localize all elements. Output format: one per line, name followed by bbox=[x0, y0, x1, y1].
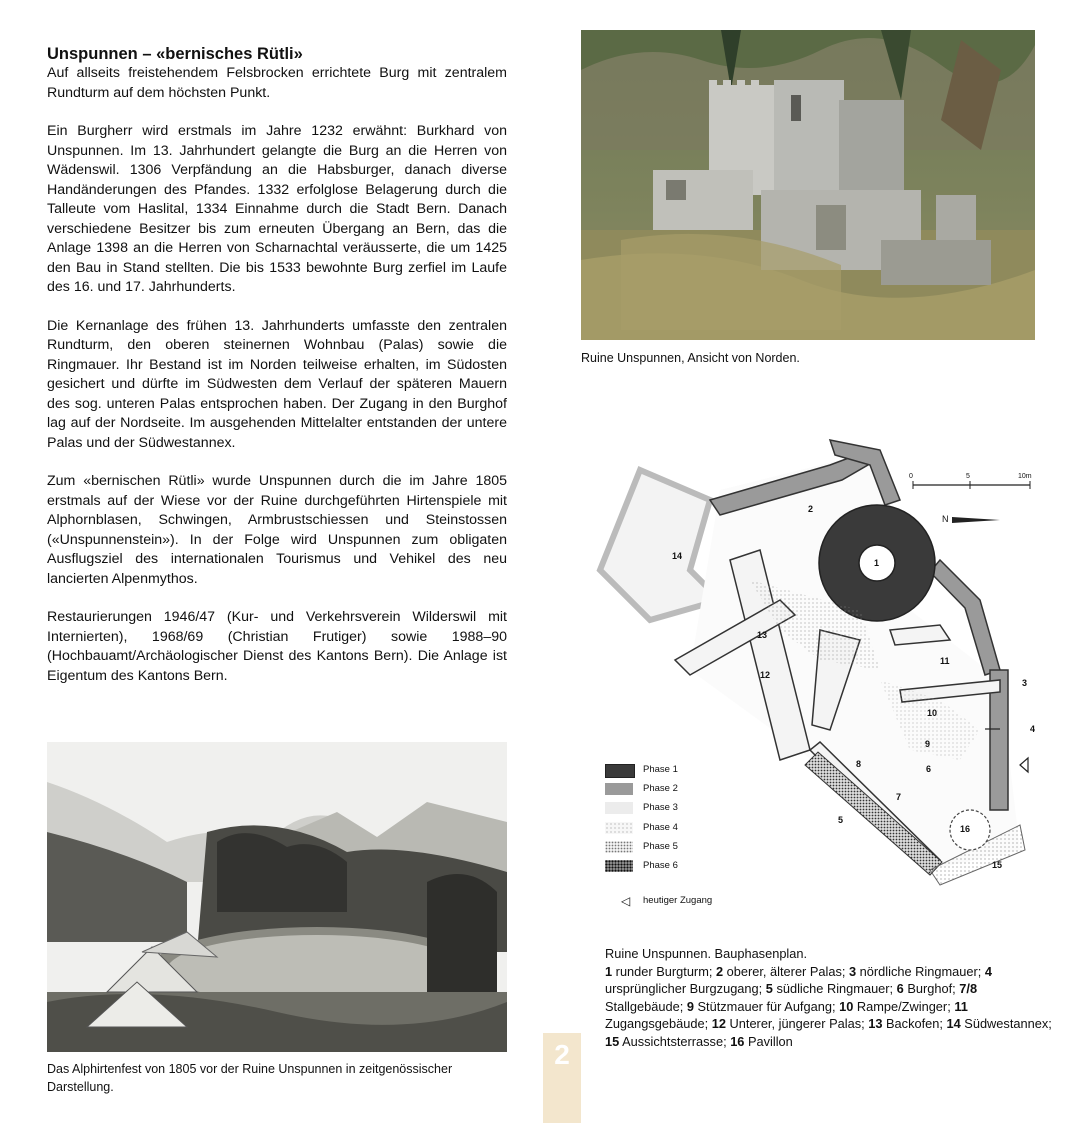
caption-item-text: Unterer, jüngerer Palas; bbox=[725, 1016, 869, 1032]
caption-item-number: 7/8 bbox=[959, 981, 978, 997]
caption-item-text: runder Burgturm; bbox=[612, 963, 716, 979]
caption-item-number: 12 bbox=[711, 1016, 726, 1032]
caption-item-text: Rampe/Zwinger; bbox=[853, 998, 955, 1014]
caption-item-text: ursprünglicher Burgzugang; bbox=[605, 981, 766, 997]
scale-label-0: 0 bbox=[909, 473, 913, 480]
page-number: 2 bbox=[554, 1039, 570, 1070]
caption-item-number: 14 bbox=[946, 1016, 961, 1032]
plan-label-9: 9 bbox=[925, 739, 931, 749]
engraving-image bbox=[47, 742, 507, 1052]
plan-label-16: 16 bbox=[960, 824, 971, 834]
plan-label-13: 13 bbox=[757, 630, 768, 640]
caption-item-text: Zugangsgebäude; bbox=[605, 1016, 712, 1032]
caption-item-number: 9 bbox=[686, 998, 694, 1014]
caption-item-text: südliche Ringmauer; bbox=[772, 981, 897, 997]
plan-label-7: 7 bbox=[896, 792, 902, 802]
ruin-photo bbox=[581, 30, 1035, 340]
plan-label-10: 10 bbox=[927, 708, 938, 718]
caption-item-text: Pavillon bbox=[744, 1033, 793, 1049]
paragraph-core-structure: Die Kernanlage des frühen 13. Jahrhunderts umfasste den zentralen Rundturm, den oberen steinernen Wohnbau (Palas) sowie die Ringmauer. Ihr Bestand ist im Norden teilweise erhalten, im Südosten gesichert und dürfte im Südwesten dem Verlauf der späteren Mauern des sog. unteren Palas entsprochen haben. Der Zugang in den Burghof lag auf der Nordseite. Im ausgehenden Mittelalter entstanden der untere Palas und der Südwestannex. bbox=[47, 317, 507, 451]
plan-caption bbox=[605, 945, 1055, 1051]
paragraph-restoration: Restaurierungen 1946/47 (Kur- und Verkehrsverein Wilderswil mit Internierten), 1968/69 (Christian Frutiger) sowie 1988–90 (Hochbauamt/Archäologischer Dienst des Kantons Bern). Die Anlage ist Eigentum des Kantons Bern. bbox=[47, 609, 507, 684]
caption-item-text: Backofen; bbox=[882, 1016, 947, 1032]
caption-item-number: 6 bbox=[896, 981, 904, 997]
plan-label-2: 2 bbox=[808, 504, 814, 514]
caption-item-number: 15 bbox=[605, 1033, 620, 1049]
caption-item-number: 4 bbox=[984, 963, 992, 979]
photo-caption: Ruine Unspunnen, Ansicht von Norden. bbox=[581, 351, 800, 365]
caption-item-text: oberer, älterer Palas; bbox=[723, 963, 849, 979]
article bbox=[47, 44, 507, 705]
caption-item-text: nördliche Ringmauer; bbox=[856, 963, 985, 979]
plan-label-5: 5 bbox=[838, 815, 844, 825]
caption-item-text: Aussichtsterrasse; bbox=[619, 1033, 731, 1049]
caption-item-number: 2 bbox=[715, 963, 724, 979]
scale-label-10: 10m bbox=[1018, 473, 1032, 480]
engraving-caption: Das Alphirtenfest von 1805 vor der Ruine Unspunnen in zeitgenössischer Darstellung. bbox=[47, 1062, 453, 1094]
plan-label-12: 12 bbox=[760, 670, 771, 680]
caption-item-text: Burghof; bbox=[903, 981, 960, 997]
plan-label-4: 4 bbox=[1030, 724, 1036, 734]
access-arrow-icon: ◁ bbox=[621, 894, 631, 908]
plan-label-14: 14 bbox=[672, 551, 683, 561]
caption-item-number: 5 bbox=[765, 981, 773, 997]
page-number-tab bbox=[543, 1033, 581, 1123]
caption-item-number: 13 bbox=[868, 1016, 883, 1032]
article-title: Unspunnen – «bernisches Rütli» bbox=[47, 45, 303, 63]
plan-label-6: 6 bbox=[926, 764, 932, 774]
caption-item-text: Stallgebäude; bbox=[605, 998, 687, 1014]
paragraph-history: Ein Burgherr wird erstmals im Jahre 1232 erwähnt: Burkhard von Unspunnen. Im 13. Jahrhundert gelangte die Burg an die Herren von Wädenswil. 1306 Verpfändung an die Habsburger, danach diverse Handänderungen des Pfandes. 1332 erfolglose Belagerung durch die Talleute vom Haslital, 1334 Einnahme durch die Stadt Bern. Danach verschiedene Besitzer bis zum erneuten Übergang an Bern, das die Anlage 1398 an die Herren von Scharnachtal veräusserte, die um 1425 den Bau in Stand stellten. Die bis 1533 bewohnte Burg zerfiel im Laufe des 16. und 17. Jahrhunderts. bbox=[47, 123, 507, 295]
plan-caption-items bbox=[605, 963, 1055, 1051]
plan-label-3: 3 bbox=[1022, 678, 1028, 688]
scale-label-5: 5 bbox=[966, 473, 970, 480]
caption-item-number: 11 bbox=[954, 998, 968, 1014]
paragraph-ruetli: Zum «bernischen Rütli» wurde Unspunnen durch die im Jahre 1805 erstmals auf der Wiese vor der Ruine durchgeführten Hirtenspiele mit Alphornblasen, Schwingen, Armbrustschiessen und Steinstossen («Unspunnenstein»). In der Folge wird Unspunnen zum obligaten Ausflugsziel des internationalen Tourismus und Vehikel des neu lancierten Alpenmythos. bbox=[47, 473, 507, 587]
caption-item-text: Stützmauer für Aufgang; bbox=[693, 998, 840, 1014]
plan-label-1: 1 bbox=[874, 558, 880, 568]
north-label: N bbox=[942, 514, 949, 524]
plan-caption-title: Ruine Unspunnen. Bauphasenplan. bbox=[605, 946, 808, 961]
caption-item-text: Südwestannex; bbox=[960, 1016, 1052, 1032]
plan-label-11: 11 bbox=[940, 656, 950, 666]
plan-label-8: 8 bbox=[856, 759, 862, 769]
caption-item-number: 16 bbox=[730, 1033, 745, 1049]
caption-item-number: 10 bbox=[839, 998, 854, 1014]
plan-label-15: 15 bbox=[992, 860, 1003, 870]
caption-item-number: 3 bbox=[849, 963, 857, 979]
caption-item-number: 1 bbox=[605, 963, 613, 979]
article-lead: Auf allseits freistehendem Felsbrocken errichtete Burg mit zentralem Rundturm auf dem höchsten Punkt. bbox=[47, 65, 507, 101]
